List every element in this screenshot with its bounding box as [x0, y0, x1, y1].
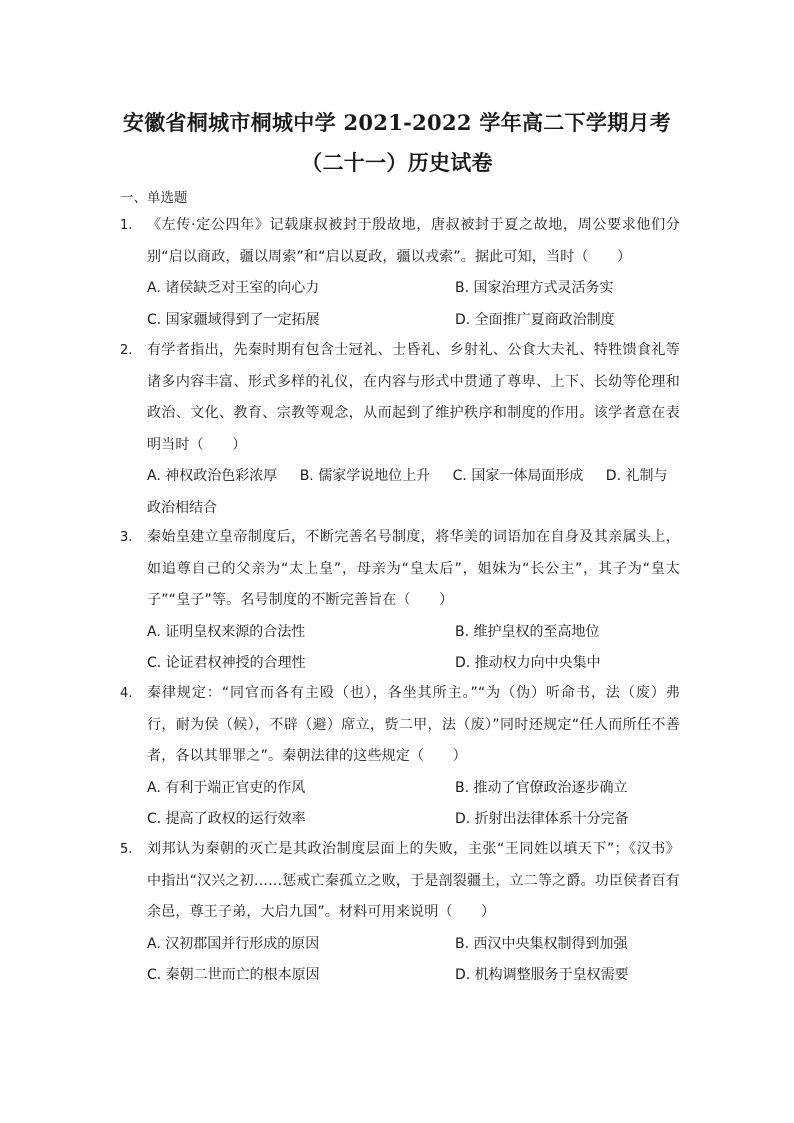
question-number: 1. [120, 218, 133, 233]
option-c[interactable]: C. 提高了政权的运行效率 [147, 811, 306, 827]
option-c[interactable]: C. 国家疆域得到了一定拓展 [147, 311, 320, 328]
exam-title-line2: （二十一）历史试卷 [301, 150, 493, 175]
question-4 [120, 678, 680, 836]
option-b[interactable]: B. 国家治理方式灵活务实 [455, 280, 614, 296]
question-2 [120, 335, 680, 524]
exam-title-line1: 安徽省桐城市桐城中学 2021-2022 学年高二下学期月考 [122, 110, 672, 135]
option-a[interactable]: A. 神权政治色彩浓厚 [147, 468, 278, 484]
option-d[interactable]: D. 推动权力向中央集中 [455, 655, 601, 671]
question-3 [120, 522, 680, 680]
option-c[interactable]: C. 论证君权神授的合理性 [147, 655, 306, 671]
question-stem: 《左传·定公四年》记载康叔被封于殷故地，唐叔被封于夏之故地，周公要求他们分别“启以商政，疆以周索”和“启以夏政，疆以戎索”。据此可知，当时（ ） [147, 217, 680, 265]
question-1 [120, 210, 680, 336]
question-stem: 秦始皇建立皇帝制度后，不断完善名号制度，将华美的词语加在自身及其亲属头上，如追尊自己的父亲为“太上皇”，母亲为“皇太后”，姐妹为“长公主”，其子为“皇太子”“皇子”等。名号制度的不断完善旨在（ ） [147, 529, 680, 608]
option-a[interactable]: A. 汉初郡国并行形成的原因 [147, 935, 320, 952]
question-stem: 刘邦认为秦朝的灭亡是其政治制度层面上的失败，主张“王同姓以填天下”；《汉书》中指出“汉兴之初……惩戒亡秦孤立之败，于是剖裂疆土，立二等之爵。功臣侯者百有余邑，尊王子弟，大启九国”。材料可用来说明（ ） [147, 841, 680, 920]
question-number: 4. [120, 686, 133, 701]
question-options [147, 773, 680, 836]
question-options [147, 273, 680, 336]
option-c[interactable]: C. 国家一体局面形成 [452, 468, 584, 484]
question-stem: 有学者指出，先秦时期有包含士冠礼、士昏礼、乡射礼、公食大夫礼、特牲馈食礼等诸多内容丰富、形式多样的礼仪，在内容与形式中贯通了尊卑、上下、长幼等伦理和政治、文化、教育、宗教等观念，从而起到了维护秩序和制度的作用。该学者意在表明当时（ ） [147, 342, 680, 453]
option-b[interactable]: B. 西汉中央集权制得到加强 [455, 935, 628, 952]
option-a[interactable]: A. 诸侯缺乏对王室的向心力 [147, 280, 320, 296]
question-5 [120, 834, 680, 992]
section-heading: 一、单选题 [120, 190, 188, 206]
question-options [147, 461, 680, 524]
option-b[interactable]: B. 儒家学说地位上升 [299, 468, 431, 484]
question-stem: 秦律规定：“同官而各有主殴（也），各坐其所主。”“为（伪）听命书，法（废）弗行，耐为侯（候），不辟（避）席立，赀二甲，法（废）”同时还规定“任人而所任不善者，各以其罪罪之”。秦朝法律的这些规定（ ） [147, 685, 680, 764]
option-d[interactable]: D. 礼制与政治相结合 [147, 468, 668, 516]
question-number: 3. [120, 530, 133, 545]
option-d[interactable]: D. 折射出法律体系十分完备 [455, 811, 629, 827]
option-b[interactable]: B. 维护皇权的至高地位 [455, 623, 600, 640]
option-c[interactable]: C. 秦朝二世而亡的根本原因 [147, 967, 320, 983]
option-b[interactable]: B. 推动了官僚政治逐步确立 [455, 779, 628, 796]
option-a[interactable]: A. 有利于端正官吏的作风 [147, 779, 306, 796]
question-number: 2. [120, 343, 133, 358]
option-d[interactable]: D. 机构调整服务于皇权需要 [455, 967, 629, 983]
question-options [147, 929, 680, 992]
option-a[interactable]: A. 证明皇权来源的合法性 [147, 623, 306, 640]
question-number: 5. [120, 842, 133, 857]
option-d[interactable]: D. 全面推广夏商政治制度 [455, 311, 615, 328]
question-options [147, 617, 680, 680]
